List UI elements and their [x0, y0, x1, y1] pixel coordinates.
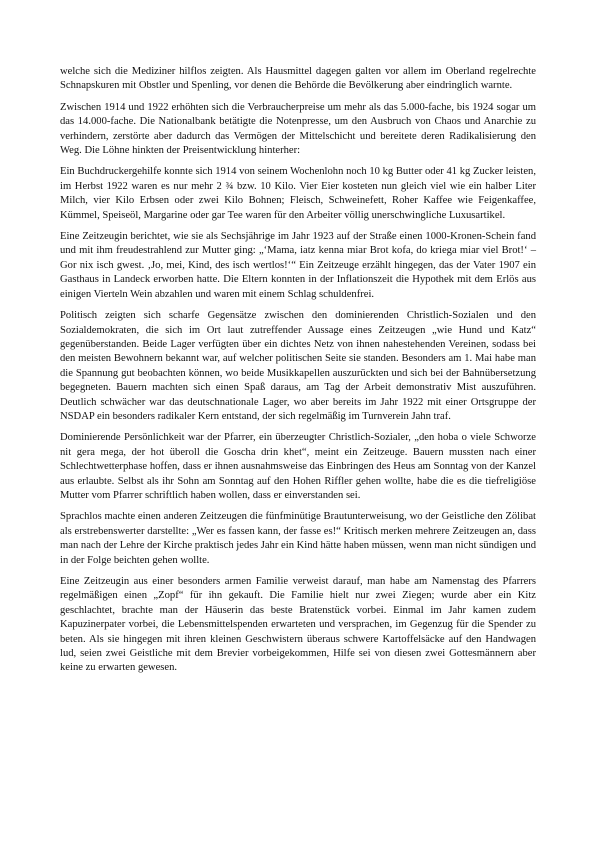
paragraph-3: Ein Buchdruckergehilfe konnte sich 1914 von seinem Wochenlohn noch 10 kg Butter oder 41 kg Zucker leisten, im Herbst 1922 waren es nur mehr 2 ¾ bzw. 10 Kilo. Vier Eier kosteten nun gleich viel wie ein halber Liter Milch, vier Kilo Erbsen oder zwei Kilo Bohnen; Fleisch, Schweinefett, Roher Kaffee wie Feigenkaffee, Kümmel, Speiseöl, Margarine oder gar Tee waren für den Arbeiter völlig unerschwingliche Luxusartikel. — [60, 166, 536, 221]
paragraph-8: Eine Zeitzeugin aus einer besonders armen Familie verweist darauf, man habe am Namenstag des Pfarrers regelmäßigen einen „Zopf“ für ihn gekauft. Die Familie hielt nur zwei Ziegen; wurde aber ein Kitz geschlachtet, brachte man der Häuserin das beste Bratenstück vorbei. Einmal im Jahr kamen zudem Kapuzinerpater vorbei, die Lebensmittelspenden erwarteten und versprachen, im Gegenzug für die Spender zu beten. Als sie hingegen mit ihren kleinen Geschwistern überaus schwere Kartoffelsäcke auf den Handwagen lud, seien zwei Geistliche mit dem Brevier vorbeigekommen, Hilfe sei von diesen zwei Gottesmännern aber keine zu erwarten gewesen. — [60, 576, 536, 674]
paragraph-6: Dominierende Persönlichkeit war der Pfarrer, ein überzeugter Christlich-Sozialer, „den hoba o viele Schworze nit gera mega, der hot überoll die Goscha drin khet“, meint ein Zeitzeuge. Bauern mussten nach einer Schlechtwetterphase hoffen, dass er ihnen ausnahmsweise das Einbringen des Heus am Sonntag von der Kanzel aus erlaubte. Selbst als ihr Sohn am Sonntag auf den Hohen Riffler gehen wollte, habe die es die tiefreligiöse Mutter vom Pfarrer schriftlich haben wollen, dass er einverstanden sei. — [60, 432, 536, 501]
paragraph-2: Zwischen 1914 und 1922 erhöhten sich die Verbraucherpreise um mehr als das 5.000-fache, bis 1924 sogar um das 14.000-fache. Die Nationalbank betätigte die Notenpresse, um den Ausbruch von Chaos und Anarchie zu verhindern, zerstörte aber dadurch das Vermögen der Mittelschicht und bereitete deren Radikalisierung den Weg. Die Löhne hinkten der Preisentwicklung hinterher: — [60, 101, 536, 157]
paragraph-4: Eine Zeitzeugin berichtet, wie sie als Sechsjährige im Jahr 1923 auf der Straße einen 1000-Kronen-Schein fand und mit ihm freudestrahlend zur Mutter ging: „‘Mama, iatz kenna miar Brot kofa, do kriega miar viel Brot!‘ – Gor nix isch gwest. ‚Jo, mei, Kind, des isch wertlos!‘“ Ein Zeitzeuge erzählt hingegen, das der Vater 1907 ein Gasthaus in Landeck erworben hatte. Die Eltern konnten in der Inflationszeit die Hypothek mit dem Erlös aus einigen Vierteln Wein abzahlen und waren mit einem Schlag schuldenfrei. — [60, 231, 536, 300]
text-column — [60, 65, 536, 683]
paragraph-7: Sprachlos machte einen anderen Zeitzeugen die fünfminütige Brautunterweisung, wo der Geistliche den Zölibat als erstrebenswerter darstellte: „Wer es fassen kann, der fasse es!“ Kritisch merken mehrere Zeitzeugen an, dass man nach der Lehre der Kirche praktisch jedes Jahr ein Kind hätte haben müssen, wenn man nicht sündigen und in der Folge beichten gehen wollte. — [60, 511, 536, 566]
paragraph-1: welche sich die Mediziner hilflos zeigten. Als Hausmittel dagegen galten vor allem im Oberland regelrechte Schnapskuren mit Obstler und Spenling, vor denen die Behörde die Bevölkerung aber eindringlich warnte. — [60, 66, 536, 92]
paragraph-5: Politisch zeigten sich scharfe Gegensätze zwischen den dominierenden Christlich-Sozialen und den Sozialdemokraten, die sich im Ort laut zutreffender Aussage eines Zeitzeugen „wie Hund und Katz“ gegenüberstanden. Beide Lager verfügten über ein dichtes Netz von ihnen nahestehenden Vereinen, sodass bei den meisten Bewohnern bekannt war, auf welcher politischen Seite sie standen. Besonders am 1. Mai habe man die Spannung gut beobachten können, wo beide Musikkapellen auszurückten und sich bei der Bahnübersetzung begegneten. Bauern machten sich einen Spaß daraus, am Tag der Arbeit demonstrativ Mist auszuführen. Deutlich schwächer war das deutschnationale Lager, wo aber bereits im Jahr 1922 mit einer Ortsgruppe der NSDAP ein besonders radikaler Kern entstand, der sich regelmäßig im Turnverein Jahn traf. — [60, 310, 536, 422]
